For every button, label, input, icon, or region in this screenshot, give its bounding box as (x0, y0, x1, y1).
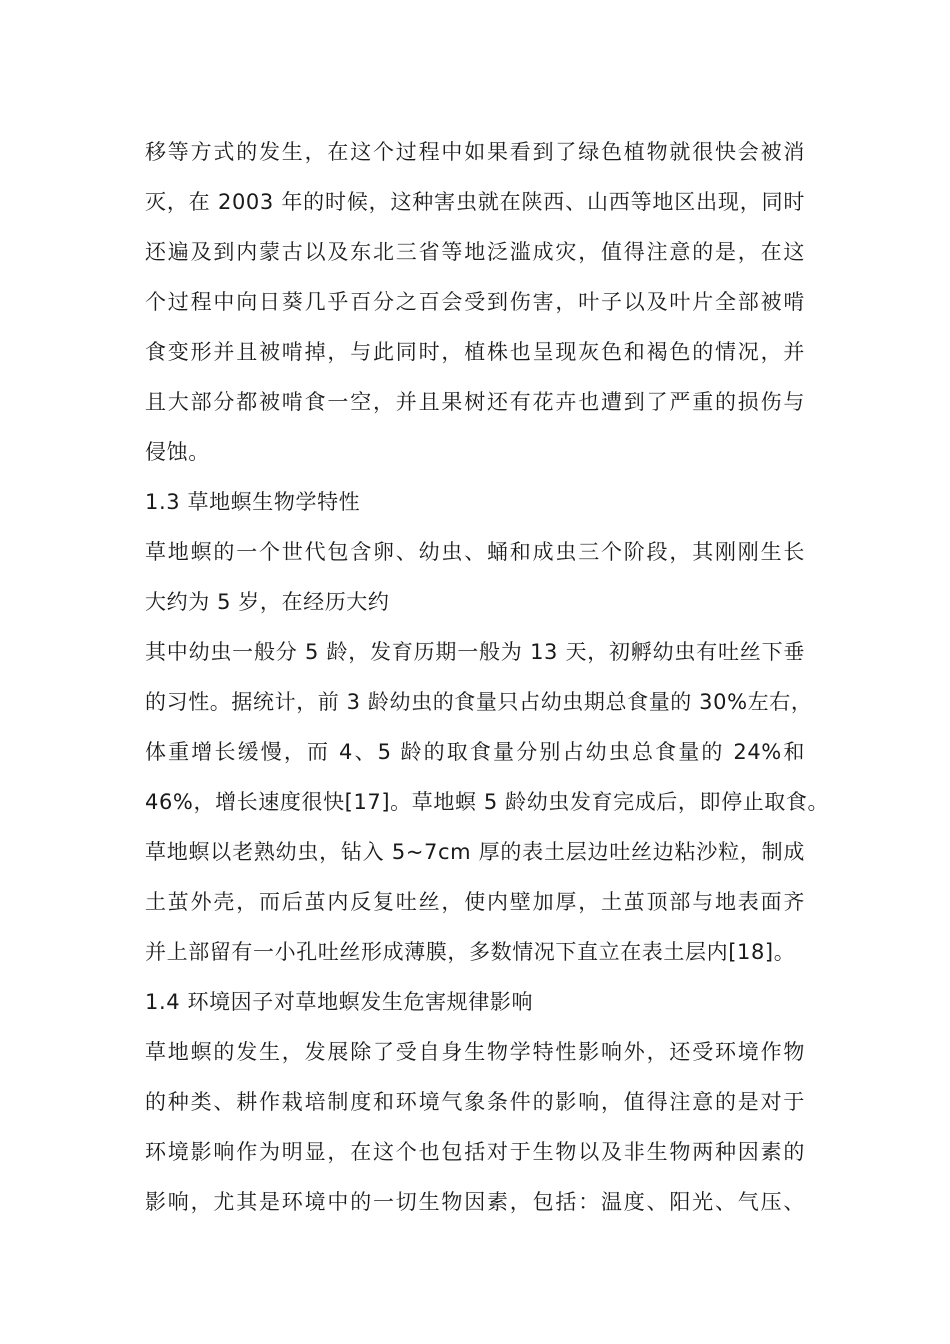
text-line: 46%，增长速度很快[17]。草地螟 5 龄幼虫发育完成后，即停止取食。 (145, 790, 830, 814)
text-line: 土茧外壳，而后茧内反复吐丝，使内壁加厚，土茧顶部与地表面齐 (145, 890, 805, 914)
text-line: 还遍及到内蒙古以及东北三省等地泛滥成灾，值得注意的是，在这 (145, 240, 805, 264)
text-line: 并上部留有一小孔吐丝形成薄膜，多数情况下直立在表土层内[18]。 (145, 940, 796, 964)
section-heading: 1.4 环境因子对草地螟发生危害规律影响 (145, 990, 534, 1014)
text-line: 草地螟的一个世代包含卵、幼虫、蛹和成虫三个阶段，其刚刚生长 (145, 540, 805, 564)
text-line: 且大部分都被啃食一空，并且果树还有花卉也遭到了严重的损伤与 (145, 390, 805, 414)
text-line: 其中幼虫一般分 5 龄，发育历期一般为 13 天，初孵幼虫有吐丝下垂 (145, 640, 805, 664)
text-line: 草地螟的发生，发展除了受自身生物学特性影响外，还受环境作物 (145, 1040, 805, 1064)
text-line: 的习性。据统计，前 3 龄幼虫的食量只占幼虫期总食量的 30%左右， (145, 690, 813, 714)
text-line: 侵蚀。 (145, 440, 210, 464)
text-line: 食变形并且被啃掉，与此同时，植株也呈现灰色和褐色的情况，并 (145, 340, 805, 364)
text-line: 灭，在 2003 年的时候，这种害虫就在陕西、山西等地区出现，同时 (145, 190, 805, 214)
section-heading: 1.3 草地螟生物学特性 (145, 490, 361, 514)
text-line: 环境影响作为明显，在这个也包括对于生物以及非生物两种因素的 (145, 1140, 805, 1164)
text-line: 个过程中向日葵几乎百分之百会受到伤害，叶子以及叶片全部被啃 (145, 290, 805, 314)
text-line: 大约为 5 岁，在经历大约 (145, 590, 390, 614)
text-line: 移等方式的发生，在这个过程中如果看到了绿色植物就很快会被消 (145, 140, 805, 164)
text-line: 体重增长缓慢，而 4、5 龄的取食量分别占幼虫总食量的 24%和 (145, 740, 805, 764)
text-line: 影响，尤其是环境中的一切生物因素，包括：温度、阳光、气压、 (145, 1190, 805, 1214)
text-line: 草地螟以老熟幼虫，钻入 5~7cm 厚的表土层边吐丝边粘沙粒，制成 (145, 840, 805, 864)
text-line: 的种类、耕作栽培制度和环境气象条件的影响，值得注意的是对于 (145, 1090, 805, 1114)
